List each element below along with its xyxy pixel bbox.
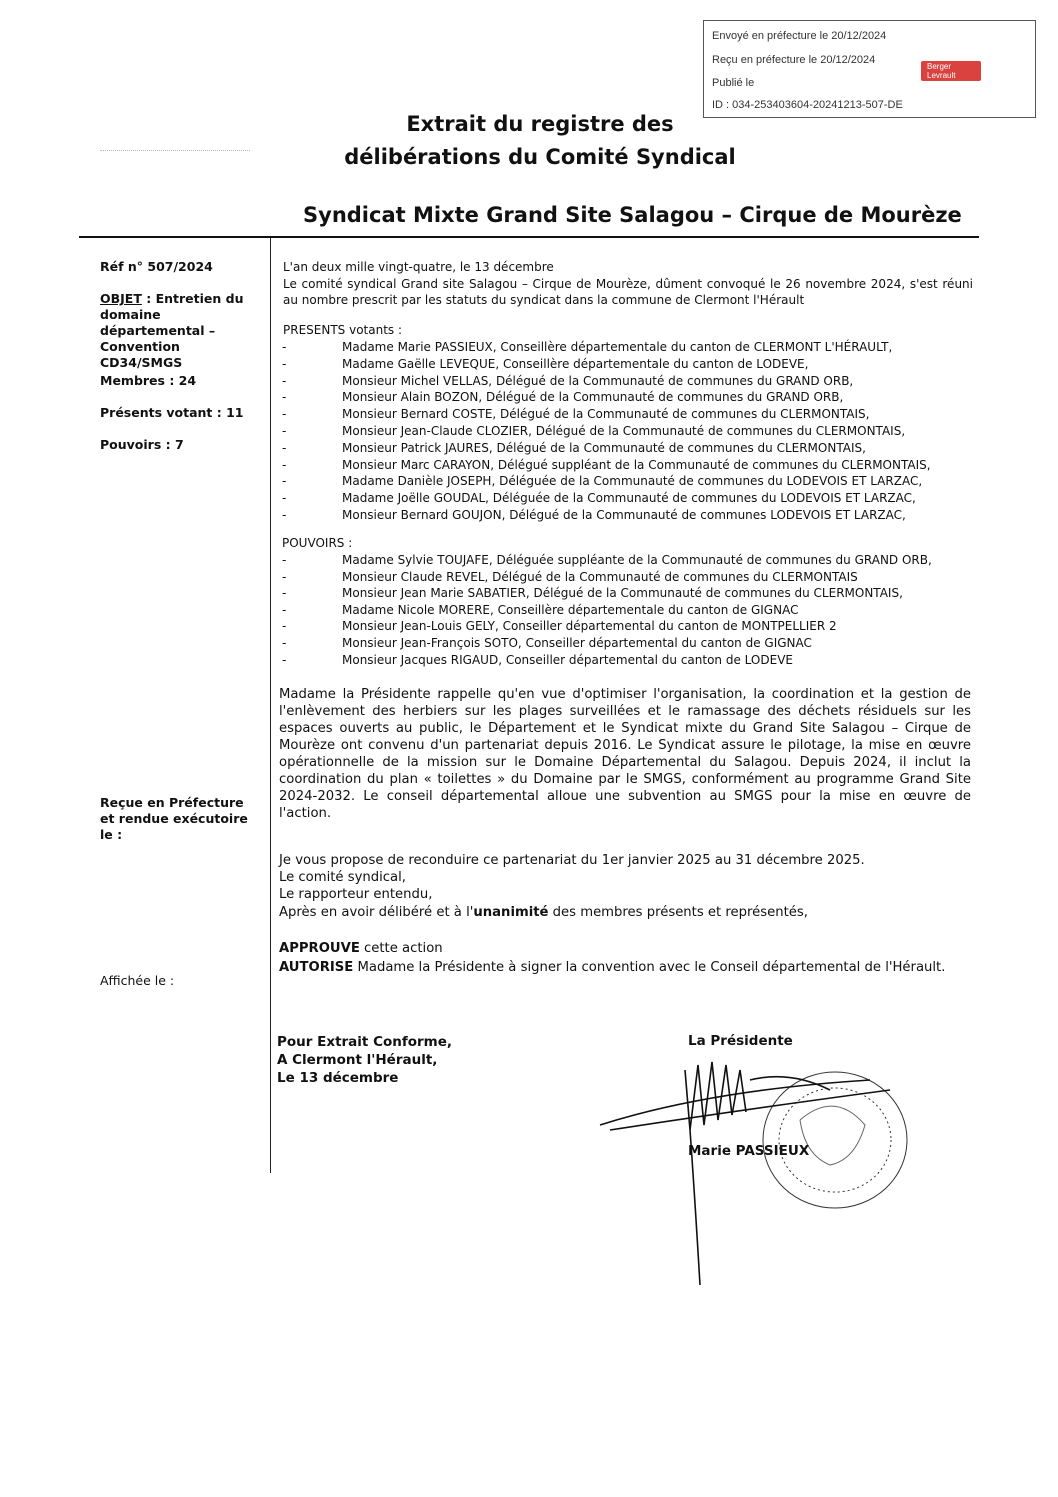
list-bullet: - bbox=[282, 340, 287, 354]
list-bullet: - bbox=[282, 586, 287, 601]
list-item-text: Monsieur Jean Marie SABATIER, Délégué de la Communauté de communes du CLERMONTAIS, bbox=[342, 586, 903, 601]
objet-label: OBJET bbox=[100, 291, 142, 306]
list-item-text: Madame Joëlle GOUDAL, Déléguée de la Communauté de communes du LODEVOIS ET LARZAC, bbox=[342, 491, 916, 506]
official-seal bbox=[763, 1072, 907, 1208]
list-item-text: Monsieur Jacques RIGAUD, Conseiller départemental du canton de LODEVE bbox=[342, 652, 793, 667]
list-bullet: - bbox=[282, 652, 287, 667]
list-item-text: Madame Sylvie TOUJAFE, Déléguée suppléante de la Communauté de communes du GRAND ORB, bbox=[342, 553, 932, 567]
prefecture-stamp bbox=[703, 20, 1036, 118]
list-item-text: Monsieur Marc CARAYON, Délégué suppléant de la Communauté de communes du CLERMONTAIS, bbox=[342, 457, 931, 472]
rapporteur-text: Le rapporteur entendu, bbox=[279, 887, 433, 902]
extrait-conforme: Pour Extrait Conforme, A Clermont l'Hérault, Le 13 décembre bbox=[277, 1034, 453, 1086]
list-bullet: - bbox=[282, 474, 287, 489]
list-bullet: - bbox=[282, 569, 287, 584]
list-item-text: Monsieur Jean-Louis GELY, Conseiller départemental du canton de MONTPELLIER 2 bbox=[342, 619, 837, 634]
list-item-text: Monsieur Jean-François SOTO, Conseiller départemental du canton de GIGNAC bbox=[342, 636, 812, 650]
recue-prefecture: Reçue en Préfecture et rendue exécutoire le : bbox=[100, 795, 248, 842]
column-divider bbox=[270, 238, 271, 1173]
list-bullet: - bbox=[282, 440, 287, 455]
page-subtitle: Syndicat Mixte Grand Site Salagou – Cirque de Mourèze bbox=[303, 203, 962, 227]
list-bullet: - bbox=[282, 457, 287, 472]
list-bullet: - bbox=[282, 553, 287, 567]
presents-heading: PRESENTS votants : bbox=[283, 323, 403, 337]
list-item-text: Madame Gaëlle LEVEQUE, Conseillère départementale du canton de LODEVE, bbox=[342, 356, 809, 371]
list-bullet: - bbox=[282, 602, 287, 617]
list-bullet: - bbox=[282, 373, 287, 388]
president-name: Marie PASSIEUX bbox=[688, 1143, 810, 1159]
list-bullet: - bbox=[282, 508, 287, 522]
deliberation-text: Après en avoir délibéré et à l'unanimité des membres présents et représentés, bbox=[279, 905, 808, 920]
list-item-text: Monsieur Alain BOZON, Délégué de la Communauté de communes du GRAND ORB, bbox=[342, 390, 844, 405]
page-title-line1: Extrait du registre des bbox=[406, 112, 674, 136]
handwritten-signature bbox=[600, 1062, 890, 1285]
autorise-text: AUTORISE Madame la Présidente à signer la convention avec le Conseil départemental de l'Hérault. bbox=[279, 960, 946, 975]
header-rule bbox=[79, 236, 979, 238]
intro-text: Le comité syndical Grand site Salagou – Cirque de Mourèze, dûment convoqué le 26 novembre 2024, s'est réuni au nombre prescrit par les statuts du syndicat dans la commune de Clermont l'Hérault bbox=[283, 277, 973, 307]
main-paragraph: Madame la Présidente rappelle qu'en vue d'optimiser l'organisation, la coordination et la gestion de l'enlèvement des herbiers sur les plages surveillées et le ramassage des déchets résiduels sur les espaces ouverts au public, le Département et le Syndicat mixte du Grand Site Salagou – Cirque de Mourèze ont convenu d'un partenariat depuis 2016. Le Syndicat assure le pilotage, la mise en œuvre opérationnelle de la mission sur le Domaine Départemental du Salagou. Depuis 2024, il inclut la coordination du plan « toilettes » du Domaine par le SMGS, conformément au programme Grand Site 2024-2032. Le conseil départemental alloue une subvention au SMGS pour la mise en œuvre de l'action. bbox=[279, 687, 971, 821]
intro-date: L'an deux mille vingt-quatre, le 13 décembre bbox=[283, 260, 554, 274]
page-title-line2: délibérations du Comité Syndical bbox=[344, 145, 736, 169]
list-item-text: Madame Danièle JOSEPH, Déléguée de la Communauté de communes du LODEVOIS ET LARZAC, bbox=[342, 474, 923, 489]
list-item-text: Madame Nicole MORERE, Conseillère départementale du canton de GIGNAC bbox=[342, 602, 799, 617]
list-item-text: Madame Marie PASSIEUX, Conseillère départementale du canton de CLERMONT L'HÉRAULT, bbox=[342, 340, 893, 354]
list-bullet: - bbox=[282, 356, 287, 371]
stamp-received: Reçu en préfecture le 20/12/2024 bbox=[712, 54, 876, 66]
proposal-text: Je vous propose de reconduire ce partenariat du 1er janvier 2025 au 31 décembre 2025. bbox=[279, 853, 865, 868]
approuve-text: APPROUVE cette action bbox=[279, 941, 443, 956]
president-role: La Présidente bbox=[688, 1033, 793, 1049]
list-bullet: - bbox=[282, 619, 287, 634]
pouvoirs-heading: POUVOIRS : bbox=[282, 536, 353, 550]
membres-count: Membres : 24 bbox=[100, 373, 197, 388]
signature-and-seal bbox=[590, 1050, 930, 1290]
stamp-id: ID : 034-253403604-20241213-507-DE bbox=[712, 99, 903, 111]
list-item-text: Monsieur Michel VELLAS, Délégué de la Communauté de communes du GRAND ORB, bbox=[342, 373, 854, 388]
list-bullet: - bbox=[282, 424, 287, 438]
objet-text: : Entretien du domaine départemental – Convention CD34/SMGS bbox=[100, 291, 244, 370]
list-item-text: Monsieur Bernard GOUJON, Délégué de la Communauté de communes LODEVOIS ET LARZAC, bbox=[342, 508, 906, 522]
comite-text: Le comité syndical, bbox=[279, 870, 406, 885]
reference-number: Réf n° 507/2024 bbox=[100, 259, 213, 274]
list-item-text: Monsieur Patrick JAURES, Délégué de la Communauté de communes du CLERMONTAIS, bbox=[342, 440, 866, 455]
stamp-published: Publié le bbox=[712, 77, 755, 89]
list-item-text: Monsieur Claude REVEL, Délégué de la Communauté de communes du CLERMONTAIS bbox=[342, 569, 858, 584]
stamp-sent: Envoyé en préfecture le 20/12/2024 bbox=[712, 30, 887, 42]
pouvoirs-count: Pouvoirs : 7 bbox=[100, 437, 184, 452]
unanimite: unanimité bbox=[473, 905, 549, 920]
list-bullet: - bbox=[282, 491, 287, 506]
objet-block bbox=[100, 291, 250, 371]
list-bullet: - bbox=[282, 407, 287, 422]
list-item-text: Monsieur Bernard COSTE, Délégué de la Communauté de communes du CLERMONTAIS, bbox=[342, 407, 870, 422]
berger-levrault-logo: Berger Levrault bbox=[921, 61, 981, 81]
presents-count: Présents votant : 11 bbox=[100, 405, 244, 420]
list-item-text: Monsieur Jean-Claude CLOZIER, Délégué de la Communauté de communes du CLERMONTAIS, bbox=[342, 424, 906, 438]
list-bullet: - bbox=[282, 390, 287, 405]
affichee-le: Affichée le : bbox=[100, 973, 175, 988]
list-bullet: - bbox=[282, 636, 287, 650]
